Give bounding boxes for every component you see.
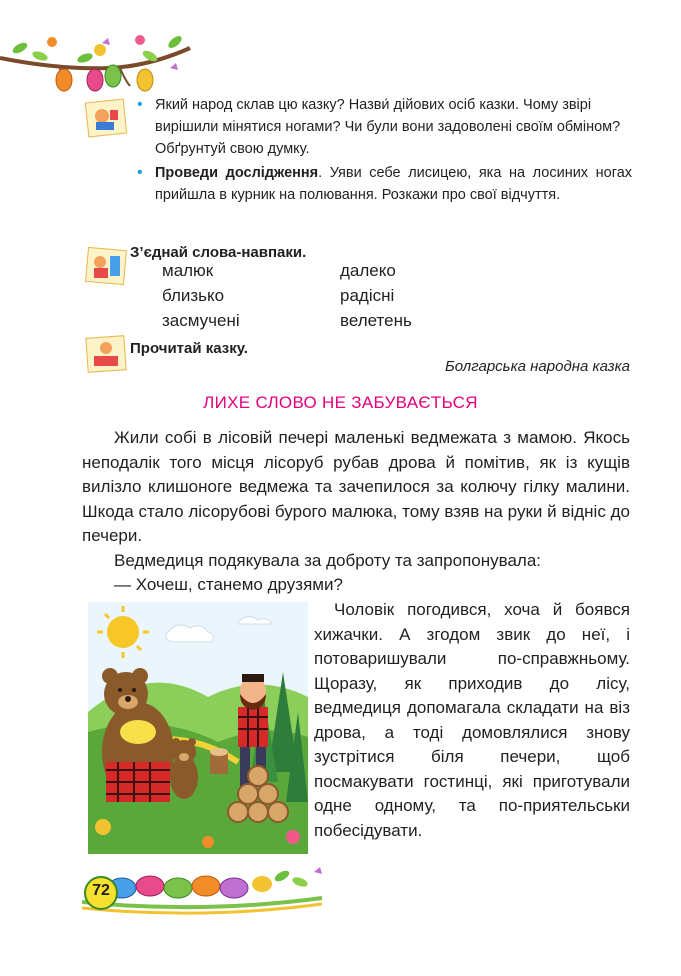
right-word: велетень	[340, 311, 412, 330]
story-title: ЛИХЕ СЛОВО НЕ ЗАБУВАЄТЬСЯ	[203, 393, 478, 412]
bullet-icon: •	[137, 164, 143, 181]
opposites-task-title: З’єднай слова-навпаки.	[130, 244, 307, 261]
question-1: • Який народ склав цю казку? Назви́ дійових осіб казки. Чому звірі вирішили мінятися ногами? Чи були вони задоволені своїм обміном? Обґрунтуй свою думку.	[137, 96, 621, 157]
paragraph: — Хочеш, станемо друзями?	[114, 575, 343, 594]
left-word: близько	[162, 286, 225, 305]
read-task-icon	[84, 334, 128, 374]
page-number: 72	[92, 882, 110, 899]
bullet-icon: •	[137, 96, 143, 113]
read-task-title: Прочитай казку.	[130, 340, 248, 357]
story-text-right	[314, 598, 630, 843]
paragraph: Чоловік погодився, хоча й боявся хижачки. А згодом звик до неї, і потоваришували по-справжньому. Щоразу, як приходив до лісу, ведмедиця допомагала складати на віз дрова, а тоді домовлялися знову зустрітися біля печери, щоб посмакувати гостинці, які приготували одне одному, та по-приятельськи побесідувати.	[314, 600, 630, 840]
left-word: малюк	[162, 261, 214, 280]
opposites-task-icon	[84, 246, 128, 286]
paragraph: Ведмедиця подякувала за доброту та запропонувала:	[114, 550, 542, 570]
paragraph: Жили собі в лісовій печері маленькі ведмежата з мамою. Якось неподалік того місця лісоруб рубав дрова й помітив, як із кущів вилізло клишоноге ведмежа та зачепилося за колючу гілку малини. Шкода стало лісорубові бурого малюка, тому взяв на руки й відніс до печери.	[82, 428, 630, 545]
story-source: Болгарська народна казка	[445, 358, 630, 375]
bottom-eggs-decoration	[82, 862, 332, 922]
story-illustration	[88, 602, 308, 854]
question-2: • Проведи дослідження. Уяви себе лисицею, яка на лосиних ногах прийшла в курник на полювання. Розкажи про свої відчуття.	[137, 164, 633, 203]
branch-decoration	[0, 28, 200, 98]
left-word: засмучені	[162, 311, 240, 330]
right-word: далеко	[340, 261, 396, 280]
right-word: радісні	[340, 286, 395, 305]
story-text	[82, 426, 630, 598]
questions-icon	[84, 98, 128, 138]
